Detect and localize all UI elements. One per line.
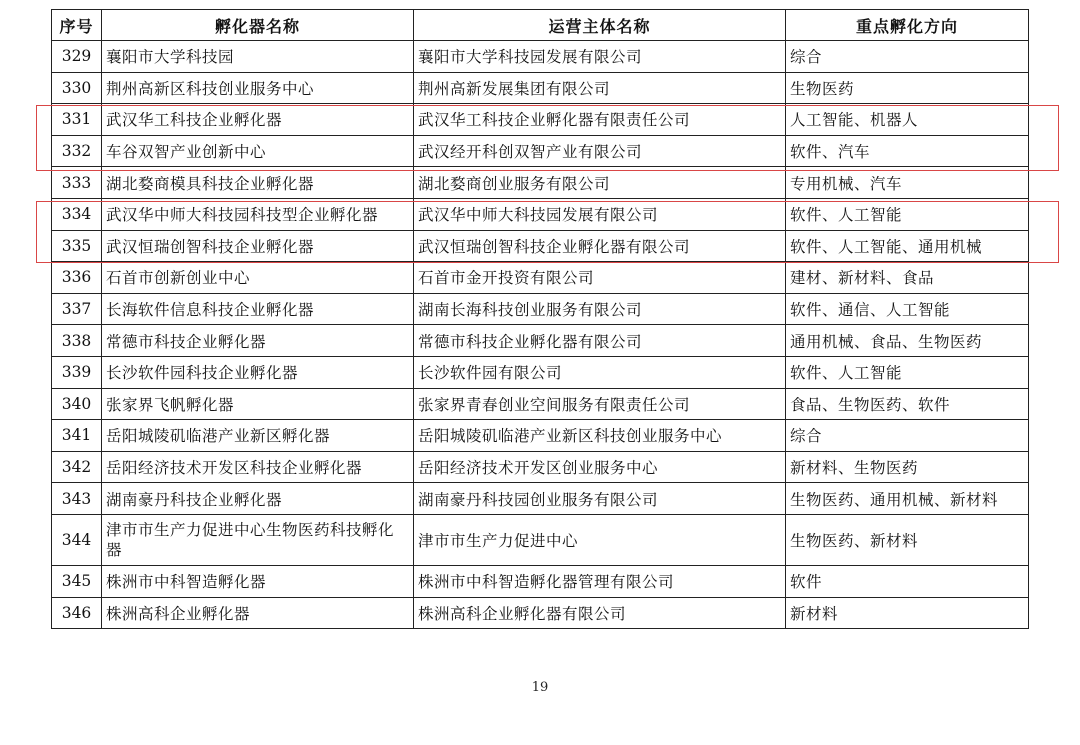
table-row	[52, 483, 1029, 515]
cell-focus: 生物医药、通用机械、新材料	[786, 483, 1029, 515]
cell-name: 湖南豪丹科技企业孵化器	[102, 483, 414, 515]
cell-operator: 荆州高新发展集团有限公司	[414, 72, 786, 104]
cell-name: 石首市创新创业中心	[102, 262, 414, 294]
cell-no: 344	[52, 514, 102, 565]
cell-no: 338	[52, 325, 102, 357]
header-no: 序号	[52, 10, 102, 41]
cell-operator: 岳阳经济技术开发区创业服务中心	[414, 451, 786, 483]
table-row	[52, 420, 1029, 452]
cell-focus: 生物医药	[786, 72, 1029, 104]
cell-focus: 软件、汽车	[786, 135, 1029, 167]
table-row	[52, 293, 1029, 325]
cell-focus: 专用机械、汽车	[786, 167, 1029, 199]
cell-focus: 软件、人工智能	[786, 198, 1029, 230]
cell-operator: 株洲市中科智造孵化器管理有限公司	[414, 565, 786, 597]
cell-name: 武汉恒瑞创智科技企业孵化器	[102, 230, 414, 262]
table-row	[52, 388, 1029, 420]
cell-operator: 石首市金开投资有限公司	[414, 262, 786, 294]
cell-no: 345	[52, 565, 102, 597]
cell-no: 342	[52, 451, 102, 483]
header-name: 孵化器名称	[102, 10, 414, 41]
cell-name: 襄阳市大学科技园	[102, 41, 414, 73]
cell-name: 株洲市中科智造孵化器	[102, 565, 414, 597]
cell-operator: 襄阳市大学科技园发展有限公司	[414, 41, 786, 73]
cell-operator: 武汉华工科技企业孵化器有限责任公司	[414, 104, 786, 136]
cell-name: 武汉华工科技企业孵化器	[102, 104, 414, 136]
cell-operator: 长沙软件园有限公司	[414, 356, 786, 388]
incubator-table	[51, 9, 1029, 629]
cell-name: 车谷双智产业创新中心	[102, 135, 414, 167]
cell-no: 334	[52, 198, 102, 230]
cell-operator: 常德市科技企业孵化器有限公司	[414, 325, 786, 357]
header-focus: 重点孵化方向	[786, 10, 1029, 41]
cell-operator: 武汉经开科创双智产业有限公司	[414, 135, 786, 167]
cell-no: 333	[52, 167, 102, 199]
table-row	[52, 597, 1029, 629]
highlight-box-rows-334-335	[36, 201, 1059, 263]
cell-no: 336	[52, 262, 102, 294]
cell-operator: 武汉华中师大科技园发展有限公司	[414, 198, 786, 230]
highlight-box-rows-331-332	[36, 105, 1059, 171]
table-row	[52, 72, 1029, 104]
cell-name: 津市市生产力促进中心生物医药科技孵化器	[102, 514, 414, 565]
table-row	[52, 41, 1029, 73]
table-row	[52, 167, 1029, 199]
cell-name: 常德市科技企业孵化器	[102, 325, 414, 357]
table-row	[52, 565, 1029, 597]
cell-no: 339	[52, 356, 102, 388]
table-row	[52, 325, 1029, 357]
cell-name: 武汉华中师大科技园科技型企业孵化器	[102, 198, 414, 230]
cell-focus: 软件、人工智能	[786, 356, 1029, 388]
header-operator: 运营主体名称	[414, 10, 786, 41]
cell-no: 337	[52, 293, 102, 325]
cell-focus: 综合	[786, 41, 1029, 73]
cell-focus: 新材料	[786, 597, 1029, 629]
cell-focus: 新材料、生物医药	[786, 451, 1029, 483]
cell-focus: 生物医药、新材料	[786, 514, 1029, 565]
cell-focus: 建材、新材料、食品	[786, 262, 1029, 294]
page-number: 19	[531, 680, 549, 695]
cell-focus: 食品、生物医药、软件	[786, 388, 1029, 420]
cell-no: 332	[52, 135, 102, 167]
cell-focus: 人工智能、机器人	[786, 104, 1029, 136]
cell-no: 346	[52, 597, 102, 629]
table-row	[52, 451, 1029, 483]
cell-no: 340	[52, 388, 102, 420]
cell-no: 335	[52, 230, 102, 262]
cell-name: 岳阳经济技术开发区科技企业孵化器	[102, 451, 414, 483]
cell-operator: 湖南豪丹科技园创业服务有限公司	[414, 483, 786, 515]
cell-name: 长沙软件园科技企业孵化器	[102, 356, 414, 388]
cell-focus: 软件、通信、人工智能	[786, 293, 1029, 325]
cell-name: 株洲高科企业孵化器	[102, 597, 414, 629]
cell-name: 湖北婺商模具科技企业孵化器	[102, 167, 414, 199]
cell-operator: 湖北婺商创业服务有限公司	[414, 167, 786, 199]
cell-operator: 湖南长海科技创业服务有限公司	[414, 293, 786, 325]
cell-name: 荆州高新区科技创业服务中心	[102, 72, 414, 104]
cell-no: 341	[52, 420, 102, 452]
table-row	[52, 262, 1029, 294]
table-header-row	[52, 10, 1029, 41]
table-row	[52, 356, 1029, 388]
cell-no: 343	[52, 483, 102, 515]
cell-focus: 软件	[786, 565, 1029, 597]
cell-operator: 津市市生产力促进中心	[414, 514, 786, 565]
cell-operator: 武汉恒瑞创智科技企业孵化器有限公司	[414, 230, 786, 262]
cell-operator: 张家界青春创业空间服务有限责任公司	[414, 388, 786, 420]
cell-focus: 综合	[786, 420, 1029, 452]
cell-no: 331	[52, 104, 102, 136]
cell-focus: 软件、人工智能、通用机械	[786, 230, 1029, 262]
cell-operator: 株洲高科企业孵化器有限公司	[414, 597, 786, 629]
cell-name: 长海软件信息科技企业孵化器	[102, 293, 414, 325]
table-row	[52, 514, 1029, 565]
cell-name: 张家界飞帆孵化器	[102, 388, 414, 420]
cell-focus: 通用机械、食品、生物医药	[786, 325, 1029, 357]
cell-operator: 岳阳城陵矶临港产业新区科技创业服务中心	[414, 420, 786, 452]
cell-name: 岳阳城陵矶临港产业新区孵化器	[102, 420, 414, 452]
cell-no: 329	[52, 41, 102, 73]
cell-no: 330	[52, 72, 102, 104]
